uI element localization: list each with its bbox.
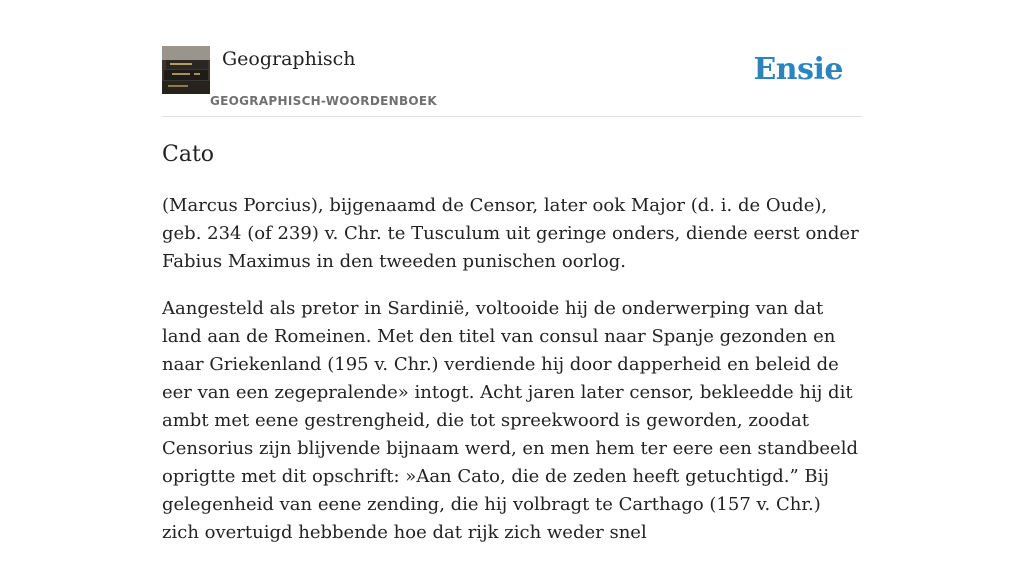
- article-body: [162, 192, 862, 566]
- avatar[interactable]: [162, 46, 210, 94]
- article-title: Cato: [162, 142, 215, 167]
- article-paragraph: (Marcus Porcius), bijgenaamd de Censor, later ook Major (d. i. de Oude), geb. 234 (of 239) v. Chr. te Tusculum uit geringe onders, diende eerst onder Fabius Maximus in den tweeden punischen oorlog.: [162, 195, 859, 272]
- site-title[interactable]: Geographisch: [222, 48, 356, 70]
- site-header: [162, 46, 862, 117]
- site-subtitle[interactable]: GEOGRAPHISCH-WOORDENBOEK: [210, 94, 437, 108]
- book-stack-icon: [162, 46, 210, 94]
- brand-logo[interactable]: Ensie: [753, 52, 843, 87]
- article-paragraph: Aangesteld als pretor in Sardinië, voltooide hij de onderwerping van dat land aan de Romeinen. Met den titel van consul naar Spanje gezonden en naar Griekenland (195 v. Chr.) verdiende hij door dapperheid en beleid de eer van een zegepralende» intogt. Acht jaren later censor, bekleedde hij dit ambt met eene gestrengheid, die tot spreekwoord is geworden, zoodat Censorius zijn blijvende bijnaam werd, en men hem ter eere een standbeeld oprigtte met dit opschrift: »Aan Cato, die de zeden heeft getuchtigd.” Bij gelegenheid van eene zending, die hij volbragt te Carthago (157 v. Chr.) zich overtuigd hebbende hoe dat rijk zich weder snel: [162, 298, 858, 543]
